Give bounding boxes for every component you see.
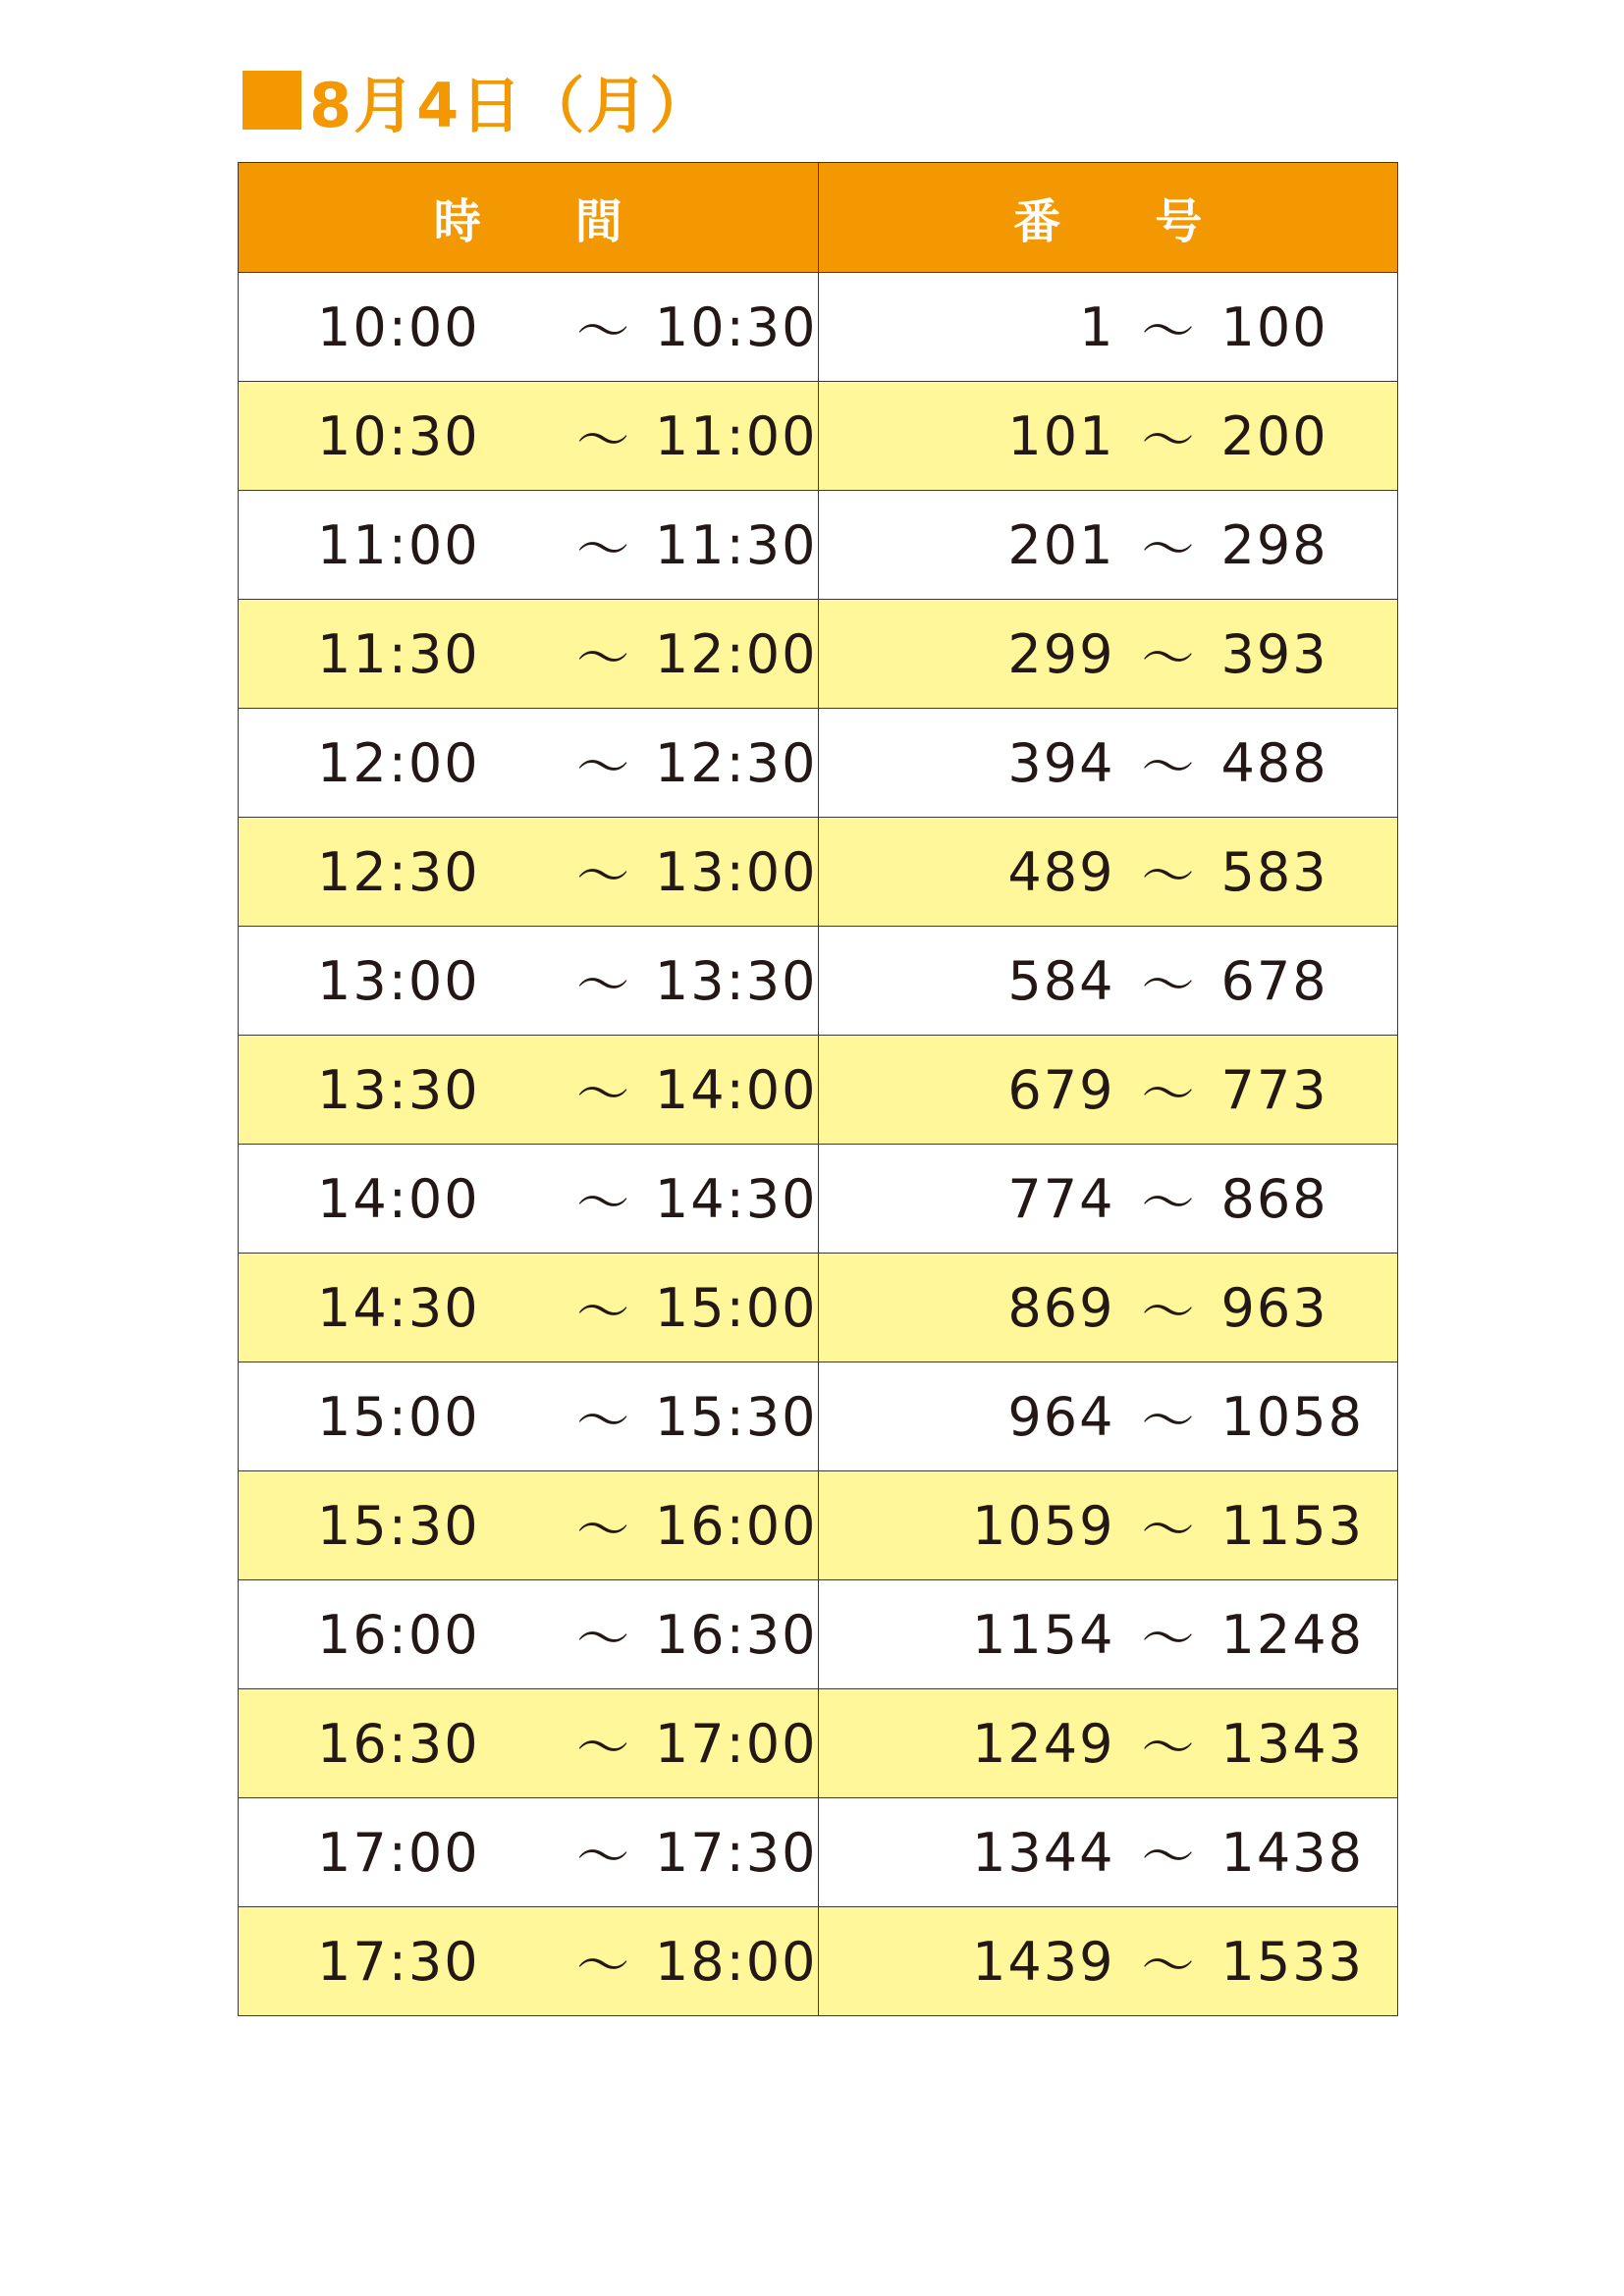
time-start: 15:30 [317, 1494, 480, 1557]
time-end: 13:00 [654, 840, 818, 903]
table-row [239, 1471, 1398, 1580]
number-start: 489 [1007, 840, 1115, 903]
number-cell [818, 1145, 1398, 1254]
time-cell [239, 1907, 819, 2016]
number-end: 393 [1220, 622, 1328, 685]
range-separator: ～ [1141, 1498, 1195, 1561]
number-start: 1 [1079, 295, 1115, 358]
range-separator: ～ [576, 626, 630, 689]
number-cell [818, 709, 1398, 818]
range-separator: ～ [1141, 517, 1195, 580]
range-separator: ～ [1141, 1934, 1195, 1997]
range-separator: ～ [1141, 1716, 1195, 1779]
range-separator: ～ [1141, 1825, 1195, 1888]
range-separator: ～ [1141, 1062, 1195, 1125]
table-row [239, 382, 1398, 491]
time-start: 10:00 [317, 295, 480, 358]
number-cell [818, 818, 1398, 927]
time-end: 16:00 [654, 1494, 818, 1557]
time-end: 10:30 [654, 295, 818, 358]
range-separator: ～ [1141, 1389, 1195, 1452]
range-separator: ～ [576, 953, 630, 1016]
number-start: 869 [1007, 1276, 1115, 1339]
time-end: 15:00 [654, 1276, 818, 1339]
number-start: 774 [1007, 1167, 1115, 1230]
time-start: 11:30 [317, 622, 480, 685]
number-start: 201 [1007, 513, 1115, 576]
time-cell [239, 382, 819, 491]
table-body [239, 273, 1398, 2016]
time-start: 16:00 [317, 1603, 480, 1666]
number-end: 298 [1220, 513, 1328, 576]
time-start: 14:00 [317, 1167, 480, 1230]
time-end: 12:30 [654, 731, 818, 794]
time-end: 16:30 [654, 1603, 818, 1666]
time-end: 15:30 [654, 1385, 818, 1448]
range-separator: ～ [576, 1607, 630, 1670]
number-start: 1249 [972, 1712, 1115, 1775]
table-row [239, 1362, 1398, 1471]
range-separator: ～ [576, 299, 630, 362]
table-row [239, 1798, 1398, 1907]
number-end: 1248 [1220, 1603, 1364, 1666]
time-end: 14:00 [654, 1058, 818, 1121]
number-end: 678 [1220, 949, 1328, 1012]
number-end: 868 [1220, 1167, 1328, 1230]
table-row [239, 1036, 1398, 1145]
number-cell [818, 600, 1398, 709]
number-end: 488 [1220, 731, 1328, 794]
time-end: 11:30 [654, 513, 818, 576]
time-cell [239, 1798, 819, 1907]
number-end: 1153 [1220, 1494, 1364, 1557]
time-start: 15:00 [317, 1385, 480, 1448]
table-row [239, 273, 1398, 382]
range-separator: ～ [576, 1389, 630, 1452]
time-start: 14:30 [317, 1276, 480, 1339]
number-start: 679 [1007, 1058, 1115, 1121]
time-cell [239, 1036, 819, 1145]
number-end: 963 [1220, 1276, 1328, 1339]
table-row [239, 1254, 1398, 1362]
range-separator: ～ [576, 1280, 630, 1343]
number-cell [818, 927, 1398, 1036]
number-start: 1344 [972, 1821, 1115, 1884]
page-title: 8月4日（月） [309, 69, 713, 141]
number-end: 773 [1220, 1058, 1328, 1121]
table-row [239, 1580, 1398, 1689]
number-end: 1058 [1220, 1385, 1364, 1448]
number-cell [818, 382, 1398, 491]
number-start: 1154 [972, 1603, 1115, 1666]
number-end: 1438 [1220, 1821, 1364, 1884]
time-cell [239, 709, 819, 818]
number-start: 299 [1007, 622, 1115, 685]
time-end: 11:00 [654, 404, 818, 467]
table-row [239, 1907, 1398, 2016]
table-row [239, 600, 1398, 709]
time-end: 14:30 [654, 1167, 818, 1230]
range-separator: ～ [1141, 1607, 1195, 1670]
time-cell [239, 1254, 819, 1362]
number-start: 584 [1007, 949, 1115, 1012]
range-separator: ～ [576, 1498, 630, 1561]
number-end: 583 [1220, 840, 1328, 903]
page-heading [243, 61, 712, 139]
time-start: 13:30 [317, 1058, 480, 1121]
time-end: 18:00 [654, 1930, 818, 1993]
table-header-row [239, 163, 1398, 273]
number-end: 100 [1220, 295, 1328, 358]
number-cell [818, 1689, 1398, 1798]
time-cell [239, 1580, 819, 1689]
time-cell [239, 1689, 819, 1798]
number-cell [818, 1362, 1398, 1471]
number-start: 101 [1007, 404, 1115, 467]
time-start: 16:30 [317, 1712, 480, 1775]
number-start: 1059 [972, 1494, 1115, 1557]
number-cell [818, 1254, 1398, 1362]
schedule-table [238, 162, 1398, 2016]
range-separator: ～ [576, 735, 630, 798]
range-separator: ～ [1141, 408, 1195, 471]
number-start: 394 [1007, 731, 1115, 794]
time-cell [239, 1471, 819, 1580]
time-end: 17:00 [654, 1712, 818, 1775]
table-row [239, 818, 1398, 927]
table-row [239, 709, 1398, 818]
time-start: 12:30 [317, 840, 480, 903]
number-cell [818, 1580, 1398, 1689]
number-end: 1533 [1220, 1930, 1364, 1993]
time-start: 17:00 [317, 1821, 480, 1884]
time-cell [239, 1145, 819, 1254]
number-cell [818, 1471, 1398, 1580]
number-start: 1439 [972, 1930, 1115, 1993]
time-end: 13:30 [654, 949, 818, 1012]
table-row [239, 1689, 1398, 1798]
time-cell [239, 600, 819, 709]
range-separator: ～ [1141, 1171, 1195, 1234]
range-separator: ～ [576, 1716, 630, 1779]
number-cell [818, 273, 1398, 382]
range-separator: ～ [576, 517, 630, 580]
time-cell [239, 273, 819, 382]
time-cell [239, 927, 819, 1036]
time-start: 17:30 [317, 1930, 480, 1993]
table-row [239, 927, 1398, 1036]
range-separator: ～ [1141, 626, 1195, 689]
range-separator: ～ [1141, 953, 1195, 1016]
number-end: 1343 [1220, 1712, 1364, 1775]
range-separator: ～ [576, 408, 630, 471]
range-separator: ～ [1141, 735, 1195, 798]
range-separator: ～ [576, 1062, 630, 1125]
time-start: 13:00 [317, 949, 480, 1012]
table-row [239, 1145, 1398, 1254]
time-start: 11:00 [317, 513, 480, 576]
number-cell [818, 1036, 1398, 1145]
number-cell [818, 491, 1398, 600]
range-separator: ～ [576, 1934, 630, 1997]
time-start: 10:30 [317, 404, 480, 467]
number-cell [818, 1907, 1398, 2016]
time-start: 12:00 [317, 731, 480, 794]
range-separator: ～ [1141, 844, 1195, 907]
number-end: 200 [1220, 404, 1328, 467]
header-number: 番 号 [818, 163, 1398, 273]
number-start: 964 [1007, 1385, 1115, 1448]
range-separator: ～ [1141, 1280, 1195, 1343]
range-separator: ～ [576, 1825, 630, 1888]
header-time: 時 間 [239, 163, 819, 273]
time-cell [239, 818, 819, 927]
number-cell [818, 1798, 1398, 1907]
time-cell [239, 491, 819, 600]
range-separator: ～ [576, 1171, 630, 1234]
range-separator: ～ [1141, 299, 1195, 362]
time-end: 17:30 [654, 1821, 818, 1884]
time-end: 12:00 [654, 622, 818, 685]
time-cell [239, 1362, 819, 1471]
table-row [239, 491, 1398, 600]
square-bullet-icon [243, 71, 301, 130]
range-separator: ～ [576, 844, 630, 907]
